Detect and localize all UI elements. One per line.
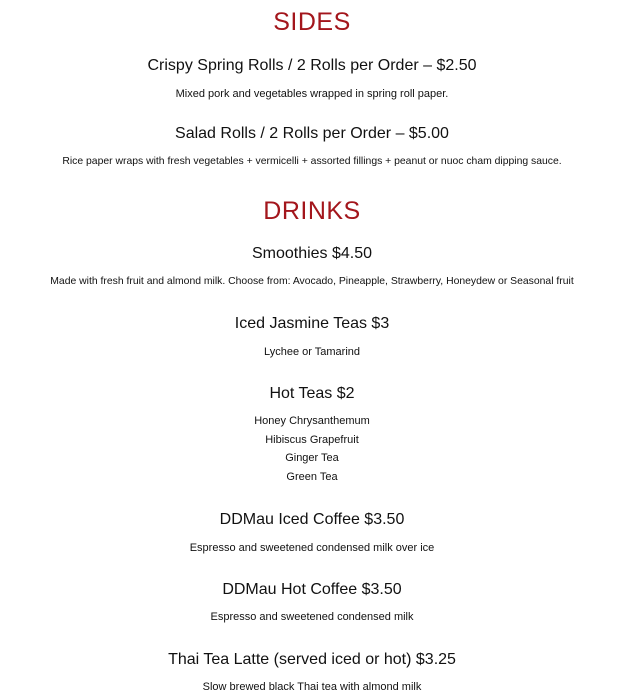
item-desc-thai-tea-latte: Slow brewed black Thai tea with almond milk — [202, 681, 422, 693]
item-title-salad-rolls: Salad Rolls / 2 Rolls per Order – $5.00 — [175, 125, 449, 142]
item-title-iced-jasmine-teas: Iced Jasmine Teas $3 — [234, 315, 390, 332]
item-title-ddmau-iced-coffee: DDMau Iced Coffee $3.50 — [219, 511, 405, 528]
item-title-thai-tea-latte: Thai Tea Latte (served iced or hot) $3.25 — [168, 651, 456, 668]
hot-tea-option: Honey Chrysanthemum — [254, 415, 370, 427]
item-desc-smoothies: Made with fresh fruit and almond milk. Choose from: Avocado, Pineapple, Strawberry, Honeydew or Seasonal fruit — [50, 276, 574, 287]
item-desc-crispy-spring-rolls: Mixed pork and vegetables wrapped in spring roll paper. — [175, 88, 449, 100]
item-desc-ddmau-hot-coffee: Espresso and sweetened condensed milk — [210, 611, 414, 623]
item-title-smoothies: Smoothies $4.50 — [251, 245, 373, 262]
item-desc-ddmau-iced-coffee: Espresso and sweetened condensed milk over ice — [189, 542, 435, 554]
drinks-heading: DRINKS — [263, 197, 361, 225]
item-title-hot-teas: Hot Teas $2 — [269, 385, 355, 402]
hot-tea-option: Green Tea — [286, 471, 338, 483]
item-desc-salad-rolls: Rice paper wraps with fresh vegetables + vermicelli + assorted fillings + peanut or nuoc cham dipping sauce. — [62, 156, 562, 167]
item-desc-iced-jasmine-teas: Lychee or Tamarind — [264, 346, 360, 358]
item-title-ddmau-hot-coffee: DDMau Hot Coffee $3.50 — [222, 581, 402, 598]
hot-tea-option: Ginger Tea — [285, 452, 339, 464]
hot-tea-option: Hibiscus Grapefruit — [265, 434, 359, 446]
item-title-crispy-spring-rolls: Crispy Spring Rolls / 2 Rolls per Order – $2.50 — [147, 57, 477, 74]
sides-heading: SIDES — [273, 8, 351, 36]
